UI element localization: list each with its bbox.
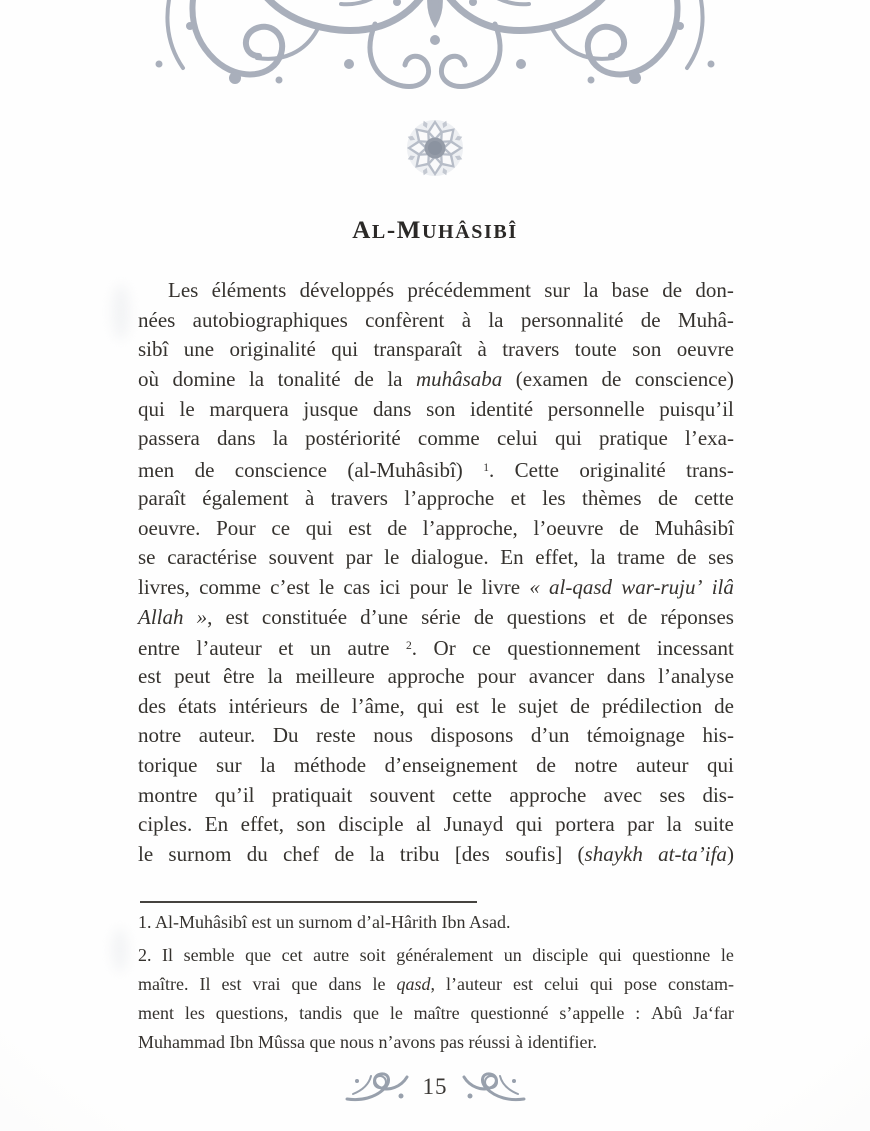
body-line: Les éléments développés précédemment sur la base de don-	[168, 278, 734, 302]
footnote-2	[138, 941, 734, 1057]
body-line: Allah », est constituée d’une série de questions et de réponses	[138, 604, 734, 629]
footer-flourish-left-icon	[345, 1070, 409, 1104]
body-line: passera dans la postériorité comme celui qui pratique l’exa-	[138, 426, 734, 451]
body-line: oeuvre. Pour ce qui est de l’approche, l’oeuvre de Muhâsibî	[138, 515, 734, 540]
body-line: qui le marquera jusque dans son identité personnelle puisqu’il	[138, 396, 734, 421]
scan-smudge	[112, 928, 128, 972]
footnote-1	[138, 908, 734, 937]
page-number: 15	[422, 1074, 448, 1099]
page-footer	[0, 1070, 870, 1104]
footnote-rule	[140, 901, 477, 903]
body-line: entre l’auteur et un autre $^2$. Or ce questionnement incessant	[138, 636, 734, 661]
footnote-line: Muhammad Ibn Mûssa que nous n’avons pas réussi à identifier.	[138, 1032, 598, 1052]
body-line: notre auteur. Du reste nous disposons d’un témoignage his-	[138, 723, 734, 748]
top-flourish-ornament	[135, 0, 735, 125]
body-line: montre qu’il pratiquait souvent cette approche avec ses dis-	[138, 782, 734, 807]
body-line: sibî une originalité qui transparaît à travers toute son oeuvre	[138, 337, 734, 362]
body-line: le surnom du chef de la tribu [des soufis] (shaykh at-ta’ifa)	[138, 842, 734, 867]
filigree-icon	[135, 0, 735, 120]
body-line: est peut être la meilleure approche pour avancer dans l’analyse	[138, 663, 734, 688]
body-line: ciples. En effet, son disciple al Junayd qui portera par la suite	[138, 812, 734, 837]
footnotes	[138, 908, 734, 1061]
body-text	[138, 276, 734, 870]
footnote-line: ment les questions, tandis que le maître questionné s’appelle : Abû Ja‘far	[138, 1003, 734, 1023]
footnote-line: 2. Il semble que cet autre soit généralement un disciple qui questionne le	[138, 945, 734, 965]
body-line: des états intérieurs de l’âme, qui est le sujet de prédilection de	[138, 693, 734, 718]
body-line: torique sur la méthode d’enseignement de notre auteur qui	[138, 753, 734, 777]
footnote-line: maître. Il est vrai que dans le qasd, l’auteur est celui qui pose constam-	[138, 974, 734, 994]
body-line: paraît également à travers l’approche et les thèmes de cette	[138, 485, 734, 510]
footnote-line: 1. Al-Muhâsibî est un surnom d’al-Hârith Ibn Asad.	[138, 912, 511, 932]
footer-flourish-right-icon	[462, 1070, 526, 1104]
rosette-ornament	[404, 117, 466, 184]
scan-smudge	[112, 284, 130, 340]
body-line: livres, comme c’est le cas ici pour le livre « al-qasd war-ruju’ ilâ	[138, 574, 734, 599]
rosette-icon	[404, 117, 466, 179]
body-line: se caractérise souvent par le dialogue. En effet, la trame de ses	[138, 545, 734, 570]
body-line: où domine la tonalité de la muhâsaba (examen de conscience)	[138, 367, 734, 392]
page-title: AL-MUHÂSIBÎ	[352, 217, 518, 244]
body-line: men de conscience (al-Muhâsibî) $^1$. Cette originalité trans-	[138, 457, 734, 482]
body-line: nées autobiographiques confèrent à la personnalité de Muhâ-	[138, 307, 734, 332]
